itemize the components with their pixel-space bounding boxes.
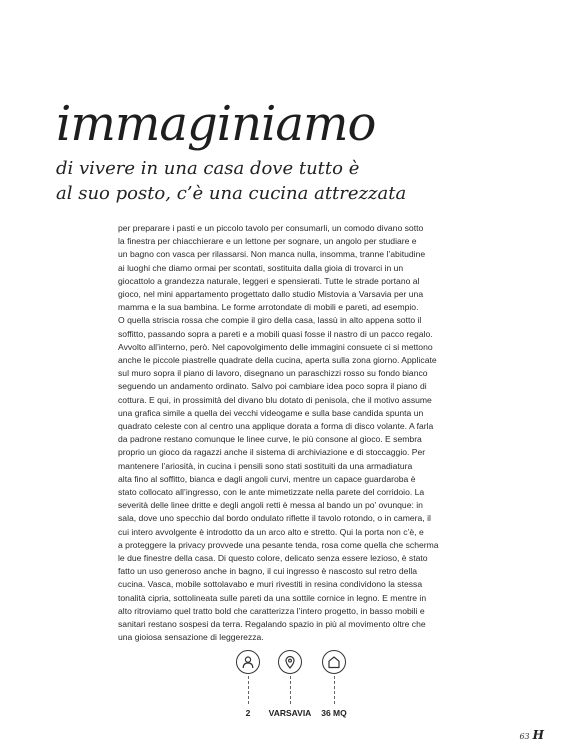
body-line: cucina. Vasca, mobile sottolavabo e muri rivestiti in resina condividono la stessa (118, 579, 423, 590)
body-line: mantenere l’ariosità, in cucina i pensili sono stati sostituiti da una armadiatura (118, 460, 413, 471)
house-icon (322, 650, 346, 674)
subheadline (56, 156, 406, 206)
body-line: tonalità cipria, sottolineata sulle pareti da una sottile cornice in legno. E mentre in (118, 592, 427, 603)
body-line: anche le piccole piastrelle quadrate della cucina, aperta sulla zona giorno. Applicate (118, 355, 437, 366)
body-line: giocattolo a grandezza naturale, leggeri e spensierati. Tutte le strade portano al (118, 275, 420, 286)
magazine-logo: H (532, 728, 544, 742)
body-line: per preparare i pasti e un piccolo tavolo per consumarli, un comodo divano sotto (118, 223, 424, 233)
body-line: soffitto, passando sopra a pareti e a mobili quasi fosse il nastro di un pacco regalo. (118, 328, 433, 339)
headline: immaginiamo (56, 96, 376, 152)
body-line: proprio un gioco da ragazzi anche il sistema di archiviazione e di stoccaggio. Per (118, 447, 426, 458)
body-line: sala, dove uno specchio dal bordo ondulato riflette il tavolo rotondo, o in camera, il (118, 513, 431, 524)
dashed-connector (334, 676, 335, 704)
subheadline-line: di vivere in una casa dove tutto è (56, 158, 360, 179)
body-line: la finestra per chiacchierare e un lettone per sognare, un angolo per studiare e (118, 236, 417, 247)
body-line: quadrato celeste con al centro una applique dorata a forma di disco volante. A farla (118, 421, 434, 432)
body-line: le due finestre della casa. Di questo colore, delicato senza essere lezioso, è stato (118, 553, 428, 564)
subheadline-line: al suo posto, c’è una cucina attrezzata (56, 183, 407, 204)
fact-label: 36 MQ (321, 708, 347, 718)
body-line: fatto un uso generoso anche in bagno, il cui ingresso è nascosto sul retro della (118, 566, 418, 577)
fact-label: VARSAVIA (268, 708, 312, 718)
body-line: mamma e la sua bambina. Le forme arrotondate di mobili e pareti, ad esempio. (118, 302, 419, 313)
article-body (118, 222, 468, 645)
project-facts (232, 648, 372, 720)
body-line: stato collocato all’ingresso, con le ante mimetizzate nella parete del corridoio. La (118, 487, 425, 498)
body-line: un bagno con vasca per rilassarsi. Non manca nulla, insomma, tranne l’abitudine (118, 249, 426, 260)
fact-size (318, 648, 354, 720)
fact-label: 2 (245, 708, 251, 718)
body-line: severità delle linee dritte e degli angoli retti è messa al bando un po’ ovunque: in (118, 500, 423, 511)
body-line: sul muro sopra il piano di lavoro, disegnano un paraschizzi rosso su fondo bianco (118, 368, 428, 379)
body-line: seguendo un andamento ordinato. Salvo poi cambiare idea poco sopra il piano di (118, 381, 427, 392)
dashed-connector (290, 676, 291, 704)
body-line: gioco, nel mini appartamento progettato dallo studio Mistovia a Varsavia per una (118, 289, 424, 300)
body-line: O quella striscia rossa che compie il giro della casa, lassù in alto appena sotto il (118, 315, 422, 326)
body-line: alto ritroviamo quel tratto bold che caratterizza l’intero progetto, in basso mobili e (118, 605, 425, 616)
page-number: 63 (519, 732, 530, 741)
body-line: cottura. E qui, in prossimità del divano blu dotato di penisola, che il motivo assume (118, 394, 432, 405)
page-footer (519, 728, 544, 742)
body-line: da padrone restano comunque le linee curve, le più consone al gioco. E sembra (118, 434, 422, 445)
body-line: Avvolto all’interno, però. Nel capovolgimento delle immagini consuete ci si mettono (118, 341, 433, 352)
body-line: una gioiosa sensazione di leggerezza. (118, 632, 264, 643)
person-icon (236, 650, 260, 674)
dashed-connector (248, 676, 249, 704)
body-line: ai luoghi che diamo ormai per scontati, sostituita dalla gioia di trovarci in un (118, 262, 404, 273)
body-line: a proteggere la privacy provvede una pesante tenda, rosa come quella che scherma (118, 539, 439, 550)
body-line: alta fino al soffitto, bianca e dagli angoli curvi, mentre un capace guardaroba è (118, 473, 416, 484)
body-line: sanitari restano sospesi da terra. Regalando spazio in più al movimento oltre che (118, 619, 426, 630)
body-line: cui intero avvolgente è introdotto da un arco alto e stretto. Qui la porta non c’è, e (118, 526, 424, 537)
body-line: una grafica simile a quella dei vecchi videogame e sulla base candida spunta un (118, 407, 424, 418)
location-pin-icon (278, 650, 302, 674)
